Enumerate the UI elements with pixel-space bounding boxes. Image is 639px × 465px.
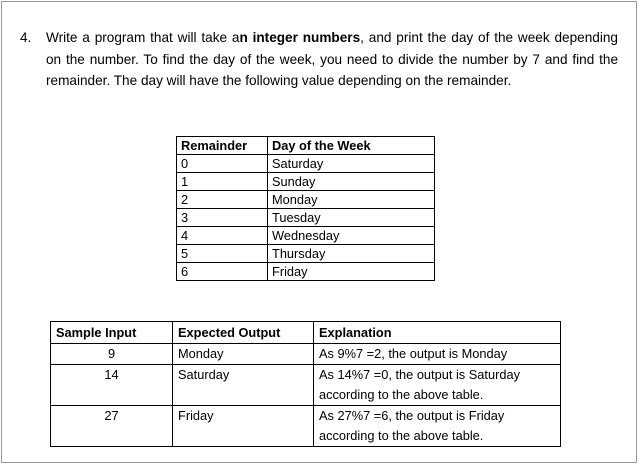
header-day-of-week: Day of the Week [268,137,435,155]
header-explanation: Explanation [314,322,561,344]
table-row [177,245,435,263]
day-cell: Wednesday [268,227,435,245]
expected-output-cell: Monday [173,344,314,365]
remainder-cell: 4 [177,227,268,245]
table-row [177,155,435,173]
table-row [51,344,561,365]
table-row [177,227,435,245]
remainder-cell: 5 [177,245,268,263]
day-cell: Friday [268,263,435,281]
table-row [51,365,561,406]
expected-output-cell: Saturday [173,365,314,406]
remainder-cell: 0 [177,155,268,173]
table-row [51,406,561,447]
explanation-cell: As 9%7 =2, the output is Monday [314,344,561,365]
day-cell: Tuesday [268,209,435,227]
remainder-cell: 3 [177,209,268,227]
table-row [177,209,435,227]
remainder-cell: 6 [177,263,268,281]
question-block [20,27,618,92]
day-cell: Monday [268,191,435,209]
sample-input-cell: 14 [51,365,173,406]
table-header-row [177,137,435,155]
question-text-start: Write a program that will take a [46,30,240,45]
table-row [177,173,435,191]
remainder-cell: 2 [177,191,268,209]
sample-input-cell: 27 [51,406,173,447]
question-text-end: , and print the day of the week depending on the number. To find the day of the week, you need to divide the number by 7 and find the remainder. The day will have the following value depending on the remainder. [46,30,618,88]
day-cell: Saturday [268,155,435,173]
explanation-cell: As 27%7 =6, the output is Friday according to the above table. [314,406,561,447]
explanation-cell: As 14%7 =0, the output is Saturday according to the above table. [314,365,561,406]
header-remainder: Remainder [177,137,268,155]
question-number: 4. [20,30,32,45]
sample-io-table [50,321,561,447]
table-header-row [51,322,561,344]
expected-output-cell: Friday [173,406,314,447]
question-text [46,27,618,92]
table-row [177,263,435,281]
remainder-day-table [176,136,435,281]
table-row [177,191,435,209]
sample-input-cell: 9 [51,344,173,365]
question-text-bold: n integer numbers [239,30,361,45]
remainder-cell: 1 [177,173,268,191]
header-sample-input: Sample Input [51,322,173,344]
header-expected-output: Expected Output [173,322,314,344]
day-cell: Sunday [268,173,435,191]
day-cell: Thursday [268,245,435,263]
